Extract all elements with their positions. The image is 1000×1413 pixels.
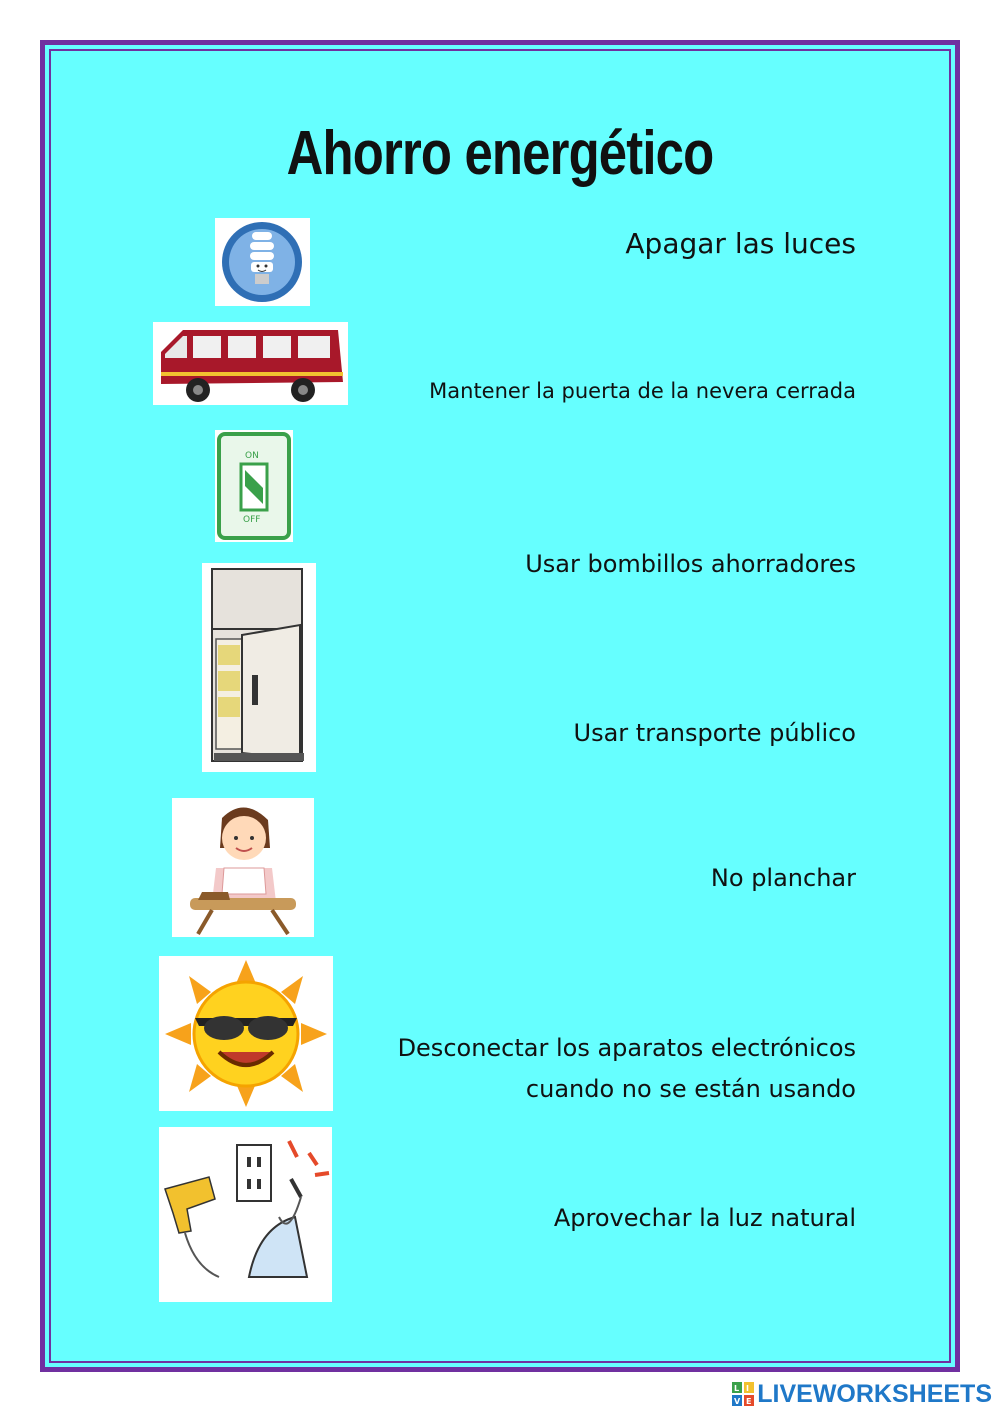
svg-text:V: V bbox=[734, 1397, 741, 1406]
phrase-desconectar-aparatos-line1[interactable]: Desconectar los aparatos electrónicos bbox=[397, 1034, 856, 1062]
phrase-no-planchar[interactable]: No planchar bbox=[710, 864, 856, 892]
person-ironing-icon[interactable] bbox=[172, 798, 314, 937]
phrase-puerta-nevera[interactable]: Mantener la puerta de la nevera cerrada bbox=[429, 379, 856, 403]
light-switch-icon[interactable] bbox=[215, 430, 293, 542]
phrase-desconectar-aparatos-line2[interactable]: cuando no se están usando bbox=[525, 1075, 856, 1103]
svg-text:ON: ON bbox=[245, 451, 259, 461]
svg-text:E: E bbox=[746, 1397, 752, 1406]
svg-text:I: I bbox=[746, 1384, 750, 1393]
light-bulb-icon[interactable] bbox=[215, 218, 310, 306]
phrase-luz-natural[interactable]: Aprovechar la luz natural bbox=[553, 1204, 856, 1232]
liveworksheets-brand-text: LIVEWORKSHEETS bbox=[757, 1379, 992, 1408]
page-title: Ahorro energético bbox=[286, 119, 714, 188]
liveworksheets-mark-icon bbox=[732, 1382, 754, 1406]
refrigerator-icon[interactable] bbox=[202, 563, 316, 772]
unplugged-appliances-icon[interactable] bbox=[159, 1127, 332, 1302]
bus-icon[interactable] bbox=[153, 322, 348, 405]
liveworksheets-logo bbox=[732, 1379, 992, 1409]
sun-with-sunglasses-icon[interactable] bbox=[159, 956, 333, 1111]
svg-text:OFF: OFF bbox=[243, 515, 261, 525]
phrase-transporte-publico[interactable]: Usar transporte público bbox=[573, 719, 856, 747]
phrase-bombillos-ahorradores[interactable]: Usar bombillos ahorradores bbox=[525, 550, 856, 578]
phrase-apagar-luces[interactable]: Apagar las luces bbox=[625, 227, 856, 260]
svg-text:L: L bbox=[734, 1384, 740, 1393]
